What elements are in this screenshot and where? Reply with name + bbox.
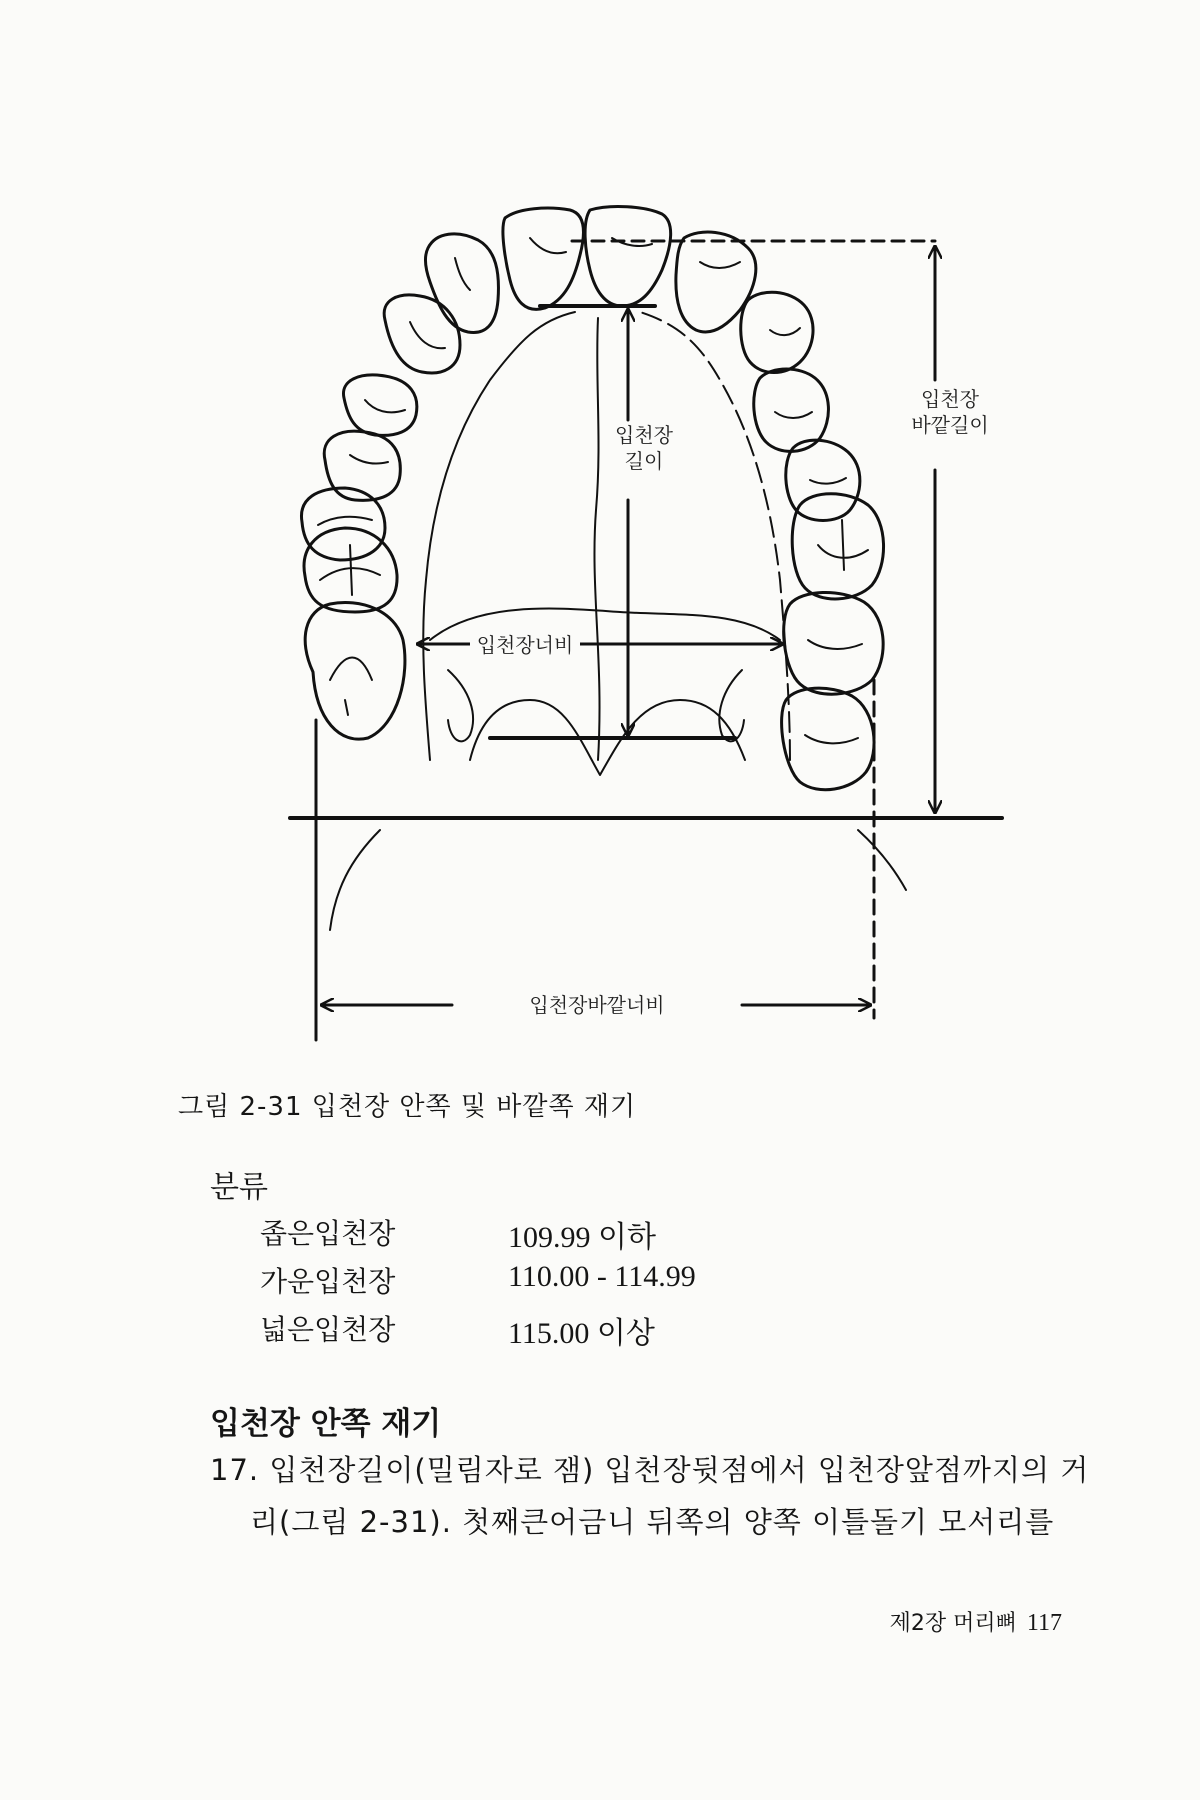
palate-width-label: 입천장너비	[470, 632, 580, 658]
outer-width-label: 입천장바깥너비	[529, 993, 665, 1017]
page-footer	[890, 1606, 1062, 1637]
section-heading: 입천장 안쪽 재기	[210, 1406, 442, 1442]
classification-heading: 분류	[210, 1170, 268, 1205]
class-name: 좁은입천장	[260, 1217, 396, 1250]
class-name: 가운입천장	[260, 1265, 396, 1298]
chapter-title: 제2장 머리뼈	[889, 1611, 1017, 1636]
teeth-details	[318, 238, 868, 743]
class-range: 110.00 - 114.99	[508, 1260, 696, 1293]
palate-outline	[423, 312, 790, 775]
outer-length-label: 입천장 바깥길이	[911, 387, 989, 437]
measurement-lines	[290, 241, 1002, 1040]
class-range: 115.00 이상	[508, 1317, 655, 1350]
teeth-left	[301, 208, 583, 739]
page-number: 117	[1026, 1610, 1062, 1636]
paragraph-line: 리(그림 2-31). 첫째큰어금니 뒤쪽의 양쪽 이틀돌기 모서리를	[250, 1505, 1055, 1539]
class-name: 넓은입천장	[260, 1313, 396, 1346]
palate-length-label: 입천장 길이	[615, 423, 673, 473]
figure-caption: 그림 2-31 입천장 안쪽 및 바깥쪽 재기	[178, 1092, 637, 1122]
teeth-right	[585, 207, 883, 790]
paragraph-line: 17. 입천장길이(밀림자로 잼) 입천장뒷점에서 입천장앞점까지의 거	[210, 1453, 1090, 1487]
class-range: 109.99 이하	[508, 1221, 656, 1254]
